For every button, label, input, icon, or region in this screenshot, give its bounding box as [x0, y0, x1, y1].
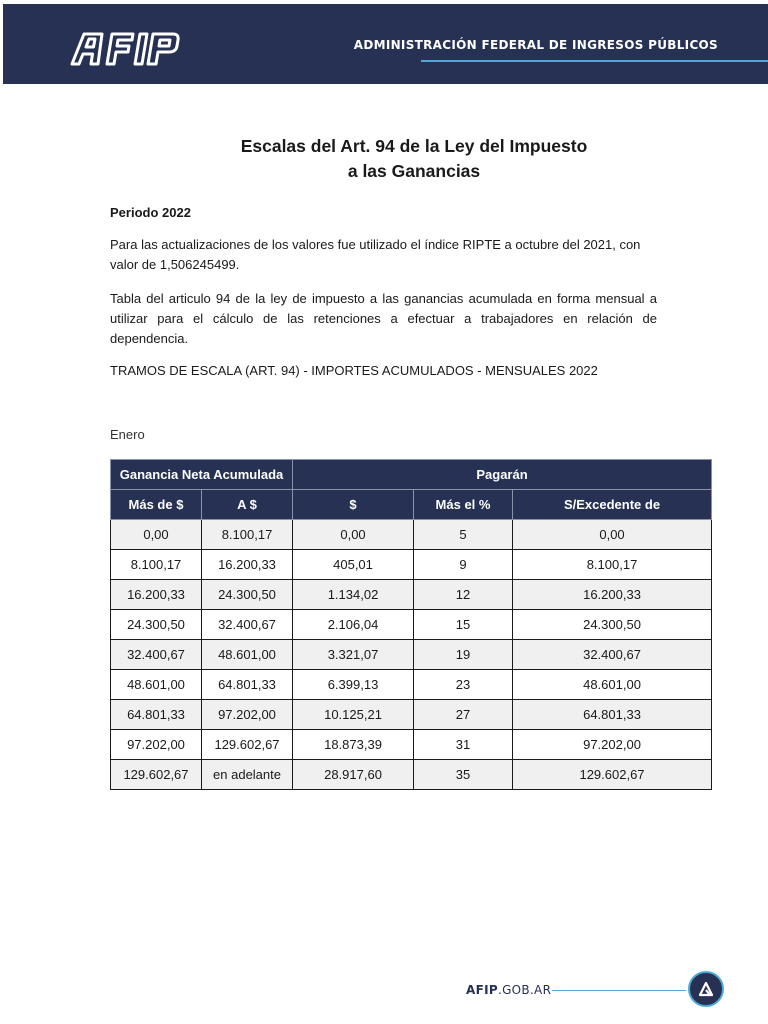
- table-cell: 48.601,00: [513, 670, 712, 700]
- table-cell: 0,00: [111, 520, 202, 550]
- table-cell: 64.801,33: [202, 670, 293, 700]
- table-row: [111, 550, 712, 580]
- col-header-a: A $: [202, 490, 293, 520]
- table-row: [111, 670, 712, 700]
- title-line-1: Escalas del Art. 94 de la Ley del Impuesto: [240, 136, 588, 156]
- footer-site: [466, 983, 551, 997]
- org-name: ADMINISTRACIÓN FEDERAL DE INGRESOS PÚBLICOS: [353, 38, 718, 52]
- table-cell: 64.801,33: [513, 700, 712, 730]
- table-row: [111, 760, 712, 790]
- table-cell: 405,01: [293, 550, 414, 580]
- table-cell: 35: [414, 760, 513, 790]
- afip-logo: [69, 28, 181, 68]
- table-cell: 15: [414, 610, 513, 640]
- paragraph-description: Tabla del articulo 94 de la ley de impuesto a las ganancias acumulada en forma mensual a utilizar para el cálculo de las retenciones a efectuar a trabajadores en relación de dependencia.: [110, 291, 657, 346]
- table-cell: 48.601,00: [202, 640, 293, 670]
- table-cell: 129.602,67: [111, 760, 202, 790]
- table-cell: 27: [414, 700, 513, 730]
- section-heading: TRAMOS DE ESCALA (ART. 94) - IMPORTES ACUMULADOS - MENSUALES 2022: [110, 363, 598, 378]
- table-cell: 129.602,67: [202, 730, 293, 760]
- table-cell: 28.917,60: [293, 760, 414, 790]
- col-header-pesos: $: [293, 490, 414, 520]
- table-cell: 32.400,67: [111, 640, 202, 670]
- table-cell: 48.601,00: [111, 670, 202, 700]
- table-cell: 9: [414, 550, 513, 580]
- group-header-ganancia: Ganancia Neta Acumulada: [111, 460, 293, 490]
- table-row: [111, 730, 712, 760]
- paragraph-ripte: Para las actualizaciones de los valores fue utilizado el índice RIPTE a octubre del 2021, con valor de 1,506245499.: [110, 237, 641, 272]
- table-row: [111, 520, 712, 550]
- group-header-row: [111, 460, 712, 490]
- period-label: Periodo 2022: [110, 205, 191, 220]
- table-row: [111, 580, 712, 610]
- table-cell: 0,00: [513, 520, 712, 550]
- table-cell: en adelante: [202, 760, 293, 790]
- table-cell: 10.125,21: [293, 700, 414, 730]
- table-cell: 19: [414, 640, 513, 670]
- table-row: [111, 700, 712, 730]
- table-cell: 5: [414, 520, 513, 550]
- table-cell: 18.873,39: [293, 730, 414, 760]
- table-cell: 97.202,00: [111, 730, 202, 760]
- table-cell: 8.100,17: [513, 550, 712, 580]
- table-cell: 32.400,67: [513, 640, 712, 670]
- table-cell: 16.200,33: [513, 580, 712, 610]
- document-title: [110, 134, 718, 184]
- table-cell: 16.200,33: [111, 580, 202, 610]
- table-cell: 8.100,17: [202, 520, 293, 550]
- col-header-mas-de: Más de $: [111, 490, 202, 520]
- table-cell: 16.200,33: [202, 550, 293, 580]
- col-header-excedente: S/Excedente de: [513, 490, 712, 520]
- col-header-mas-el-pct: Más el %: [414, 490, 513, 520]
- table-cell: 6.399,13: [293, 670, 414, 700]
- table-cell: 23: [414, 670, 513, 700]
- table-cell: 24.300,50: [111, 610, 202, 640]
- table-cell: 0,00: [293, 520, 414, 550]
- page-header: [3, 4, 768, 84]
- table-row: [111, 610, 712, 640]
- table-cell: 31: [414, 730, 513, 760]
- table-cell: 24.300,50: [513, 610, 712, 640]
- table-cell: 97.202,00: [202, 700, 293, 730]
- table-cell: 3.321,07: [293, 640, 414, 670]
- table-cell: 8.100,17: [111, 550, 202, 580]
- table-cell: 32.400,67: [202, 610, 293, 640]
- table-cell: 2.106,04: [293, 610, 414, 640]
- footer-site-bold: AFIP: [466, 983, 498, 997]
- table-cell: 129.602,67: [513, 760, 712, 790]
- title-line-2: a las Ganancias: [347, 161, 481, 181]
- afip-badge-icon: [688, 971, 724, 1007]
- month-label: Enero: [110, 427, 145, 442]
- column-header-row: [111, 490, 712, 520]
- table-body: [111, 520, 712, 790]
- group-header-pagaran: Pagarán: [293, 460, 712, 490]
- table-cell: 64.801,33: [111, 700, 202, 730]
- footer-site-rest: .GOB.AR: [497, 983, 552, 997]
- table-cell: 1.134,02: [293, 580, 414, 610]
- footer-divider: [552, 990, 686, 991]
- header-divider: [421, 60, 768, 62]
- table-row: [111, 640, 712, 670]
- tax-scale-table: [110, 459, 712, 790]
- table-cell: 24.300,50: [202, 580, 293, 610]
- table-cell: 12: [414, 580, 513, 610]
- table-cell: 97.202,00: [513, 730, 712, 760]
